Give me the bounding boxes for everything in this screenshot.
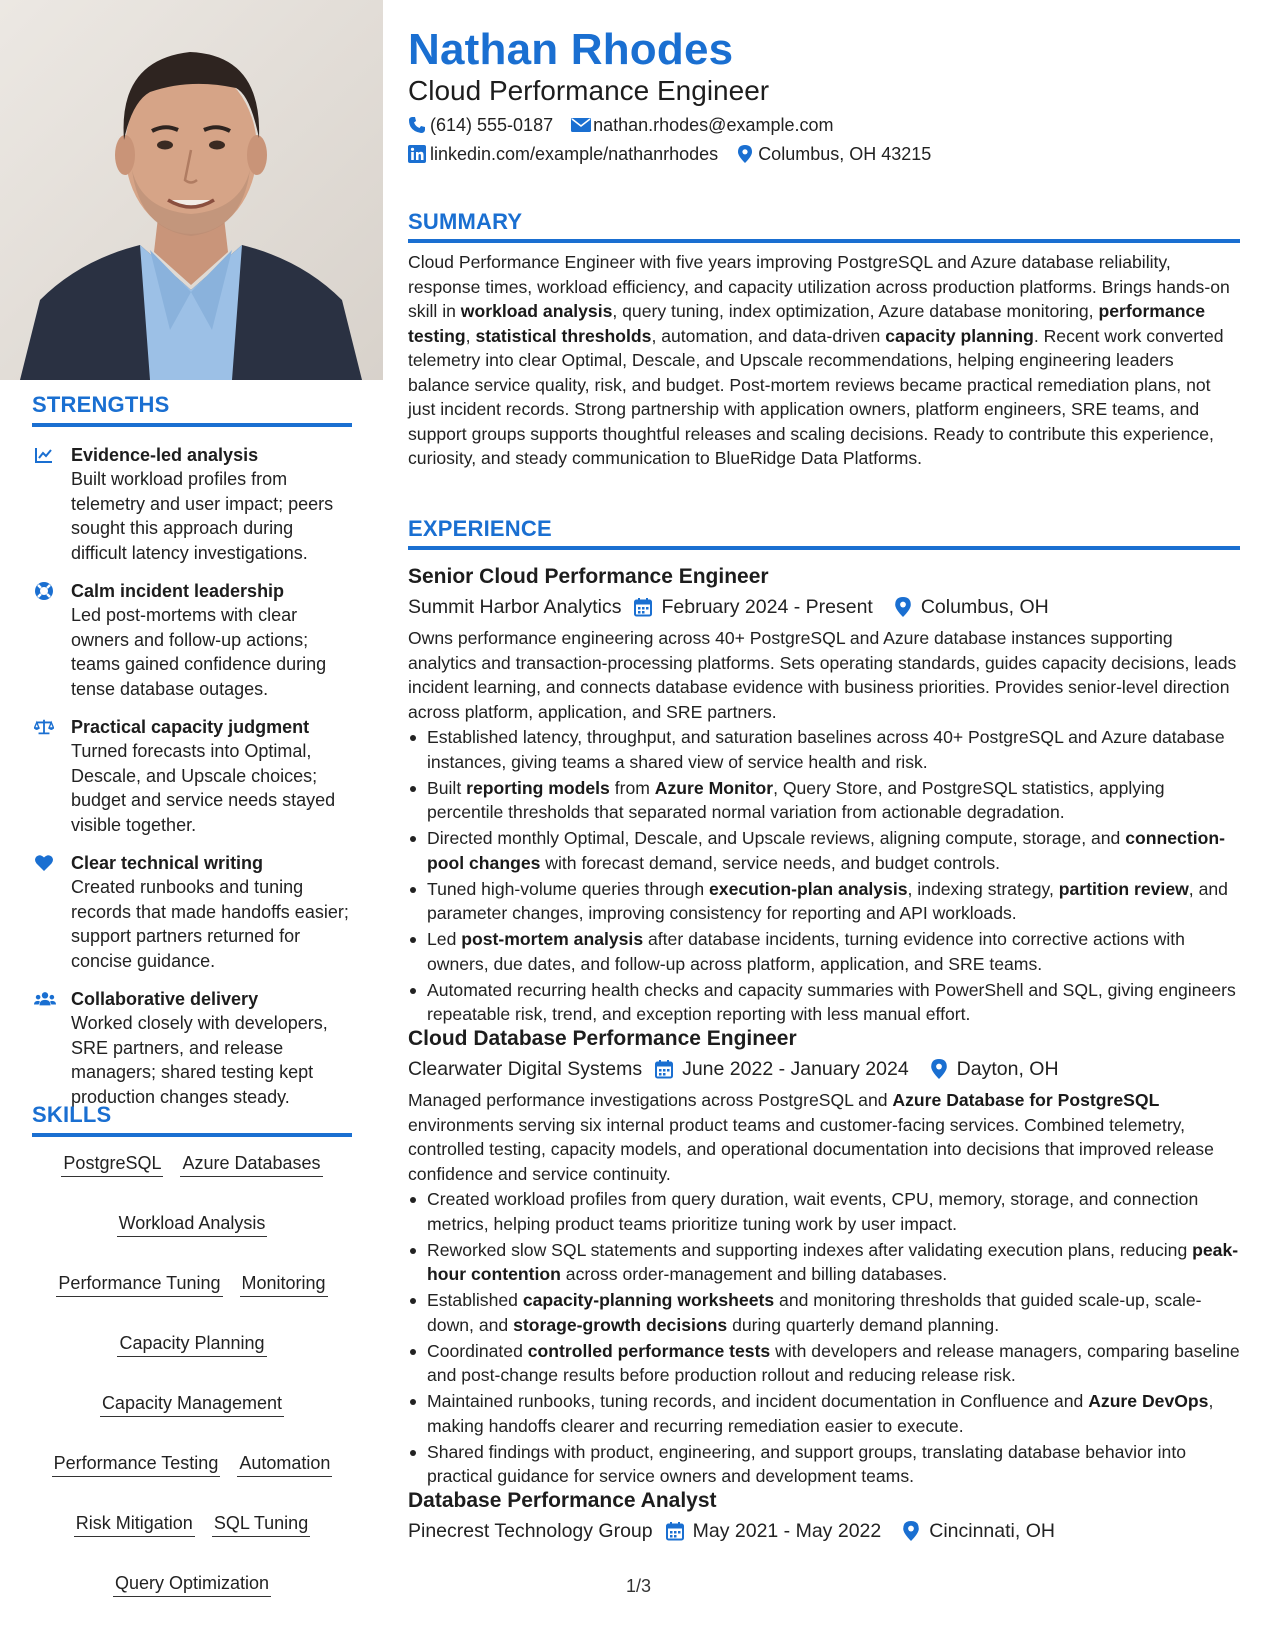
experience-heading: EXPERIENCE xyxy=(408,516,1240,550)
linkedin-text[interactable]: linkedin.com/example/nathanrhodes xyxy=(430,144,719,164)
skill-tag: Performance Testing xyxy=(52,1451,221,1477)
job-bullet: Built reporting models from Azure Monitor, Query Store, and PostgreSQL statistics, applying percentile thresholds that separated normal variation from actionable degradation. xyxy=(408,776,1240,825)
job-bullet: Automated recurring health checks and capacity summaries with PowerShell and SQL, giving engineers repeatable risk, trend, and exception reporting with less manual effort. xyxy=(408,978,1240,1027)
strength-item xyxy=(32,579,352,701)
map-pin-icon xyxy=(736,145,754,163)
skill-tag: SQL Tuning xyxy=(212,1511,310,1537)
linkedin-contact[interactable] xyxy=(408,142,718,166)
candidate-name: Nathan Rhodes xyxy=(408,25,734,74)
strength-item xyxy=(32,851,352,973)
phone-contact xyxy=(408,113,553,137)
skills-section xyxy=(32,1102,352,1597)
strengths-section xyxy=(32,392,352,1109)
phone-icon xyxy=(408,116,426,134)
skill-tag: Automation xyxy=(237,1451,332,1477)
job-bullet: Established latency, throughput, and saturation baselines across 40+ PostgreSQL and Azure database instances, giving teams a shared view of service health and risk. xyxy=(408,725,1240,774)
skill-tag: Performance Tuning xyxy=(56,1271,222,1297)
page-number: 1/3 xyxy=(626,1576,652,1596)
scale-icon xyxy=(34,717,54,737)
strength-title: Calm incident leadership xyxy=(71,581,285,601)
experience-section xyxy=(408,516,1240,550)
location-contact xyxy=(736,142,931,166)
job-title: Senior Cloud Performance Engineer xyxy=(408,565,769,588)
job-bullet: Tuned high-volume queries through execution-plan analysis, indexing strategy, partition review, and parameter changes, improving consistency for reporting and API workloads. xyxy=(408,877,1240,926)
job-meta xyxy=(408,1517,1240,1545)
job-meta xyxy=(408,1055,1240,1083)
location-text: Columbus, OH 43215 xyxy=(758,144,932,164)
life-ring-icon xyxy=(34,581,54,601)
job-bullet: Directed monthly Optimal, Descale, and Upscale reviews, aligning compute, storage, and connection-pool changes with forecast demand, service needs, and budget controls. xyxy=(408,826,1240,875)
linkedin-icon xyxy=(408,145,426,163)
skill-tag: Risk Mitigation xyxy=(74,1511,195,1537)
job-location: Cincinnati, OH xyxy=(929,1520,1055,1542)
job-company: Summit Harbor Analytics xyxy=(408,596,622,618)
strength-desc: Created runbooks and tuning records that made handoffs easier; support partners returned for concise guidance. xyxy=(71,877,349,971)
skill-tag: PostgreSQL xyxy=(61,1151,163,1177)
profile-photo xyxy=(0,0,383,380)
strength-title: Evidence-led analysis xyxy=(71,445,259,465)
heart-icon xyxy=(34,853,54,873)
job-bullets xyxy=(408,1187,1240,1489)
phone-text: (614) 555-0187 xyxy=(430,115,554,135)
job-bullet: Established capacity-planning worksheets and monitoring thresholds that guided scale-up, scale-down, and storage-growth decisions during quarterly demand planning. xyxy=(408,1288,1240,1337)
job-dates: February 2024 - Present xyxy=(661,596,873,618)
job-meta xyxy=(408,593,1240,621)
skill-tag: Capacity Planning xyxy=(117,1331,266,1357)
calendar-icon xyxy=(665,1521,685,1541)
summary-heading: SUMMARY xyxy=(408,209,1240,243)
email-text[interactable]: nathan.rhodes@example.com xyxy=(593,115,834,135)
job-company: Clearwater Digital Systems xyxy=(408,1058,643,1080)
contact-row xyxy=(408,142,949,166)
skill-tag: Capacity Management xyxy=(100,1391,284,1417)
job-entry xyxy=(408,1487,1240,1545)
envelope-icon xyxy=(571,116,589,134)
strength-item xyxy=(32,987,352,1109)
job-company: Pinecrest Technology Group xyxy=(408,1520,653,1542)
sidebar xyxy=(0,0,383,1650)
summary-section xyxy=(408,209,1240,471)
job-bullet: Maintained runbooks, tuning records, and incident documentation in Confluence and Azure DevOps, making handoffs clearer and recurring remediation easier to execute. xyxy=(408,1389,1240,1438)
skills-list xyxy=(32,1151,352,1597)
strength-title: Clear technical writing xyxy=(71,853,264,873)
skill-tag: Monitoring xyxy=(240,1271,328,1297)
calendar-icon xyxy=(633,597,653,617)
strength-title: Collaborative delivery xyxy=(71,989,259,1009)
job-entry xyxy=(408,1025,1240,1490)
strength-desc: Led post-mortems with clear owners and follow-up actions; teams gained confidence during tense database outages. xyxy=(71,605,327,699)
job-bullet: Coordinated controlled performance tests with developers and release managers, comparing baseline and post-change results before production rollout and reducing release risk. xyxy=(408,1339,1240,1388)
job-description: Managed performance investigations across PostgreSQL and Azure Database for PostgreSQL environments serving six internal product teams and customer-facing services. Combined telemetry, controlled testing, capacity models, and operational documentation into decisions that improved release confidence and service continuity. xyxy=(408,1090,1214,1184)
skill-tag: Workload Analysis xyxy=(117,1211,268,1237)
calendar-icon xyxy=(654,1059,674,1079)
job-title: Database Performance Analyst xyxy=(408,1489,717,1512)
job-bullet: Led post-mortem analysis after database incidents, turning evidence into corrective actions with owners, due dates, and follow-up across platform, application, and SRE teams. xyxy=(408,927,1240,976)
skills-heading: SKILLS xyxy=(32,1102,352,1137)
strength-item xyxy=(32,443,352,565)
map-pin-icon xyxy=(901,1521,921,1541)
job-bullet: Shared findings with product, engineering, and support groups, translating database behavior into practical guidance for service owners and development teams. xyxy=(408,1440,1240,1489)
skill-tag: Azure Databases xyxy=(180,1151,322,1177)
strength-item xyxy=(32,715,352,837)
candidate-title: Cloud Performance Engineer xyxy=(408,75,770,106)
strengths-heading: STRENGTHS xyxy=(32,392,352,427)
strength-title: Practical capacity judgment xyxy=(71,717,310,737)
summary-text: Cloud Performance Engineer with five years improving PostgreSQL and Azure database reliability, response times, workload efficiency, and capacity utilization across production platforms. Brings hands-on skill in workload analysis, query tuning, index optimization, Azure database monitoring, performance testing, statistical thresholds, automation, and data-driven capacity planning. Recent work converted telemetry into clear Optimal, Descale, and Upscale recommendations, helping engineering leaders balance service quality, risk, and budget. Post-mortem reviews became practical remediation plans, not just incident records. Strong partnership with application owners, platform engineers, SRE teams, and support groups supports thoughtful releases and scaling decisions. Ready to contribute this experience, curiosity, and steady communication to BlueRidge Data Platforms. xyxy=(408,252,1230,468)
job-dates: June 2022 - January 2024 xyxy=(682,1058,909,1080)
strength-desc: Built workload profiles from telemetry and user impact; peers sought this approach during difficult latency investigations. xyxy=(71,469,334,563)
job-bullets xyxy=(408,725,1240,1027)
job-description: Owns performance engineering across 40+ PostgreSQL and Azure database instances supporting analytics and transaction-processing platforms. Sets operating standards, guides capacity decisions, leads incident learning, and connects database evidence with business priorities. Provides senior-level direction across platform, application, and SRE partners. xyxy=(408,628,1237,722)
job-title: Cloud Database Performance Engineer xyxy=(408,1027,797,1050)
email-contact[interactable] xyxy=(571,113,833,137)
strength-desc: Turned forecasts into Optimal, Descale, and Upscale choices; budget and service needs stayed visible together. xyxy=(71,741,336,835)
map-pin-icon xyxy=(893,597,913,617)
job-location: Columbus, OH xyxy=(920,596,1049,618)
chart-line-icon xyxy=(34,445,54,465)
job-dates: May 2021 - May 2022 xyxy=(692,1520,882,1542)
users-icon xyxy=(34,989,54,1009)
job-bullet: Created workload profiles from query duration, wait events, CPU, memory, storage, and connection metrics, helping product teams prioritize tuning work by user impact. xyxy=(408,1187,1240,1236)
map-pin-icon xyxy=(929,1059,949,1079)
skill-tag: Query Optimization xyxy=(113,1571,271,1597)
job-entry xyxy=(408,563,1240,1028)
job-bullet: Reworked slow SQL statements and supporting indexes after validating execution plans, reducing peak-hour contention across order-management and billing databases. xyxy=(408,1238,1240,1287)
contact-row xyxy=(408,113,852,137)
job-location: Dayton, OH xyxy=(956,1058,1059,1080)
strength-desc: Worked closely with developers, SRE partners, and release managers; shared testing kept production changes steady. xyxy=(71,1013,328,1107)
